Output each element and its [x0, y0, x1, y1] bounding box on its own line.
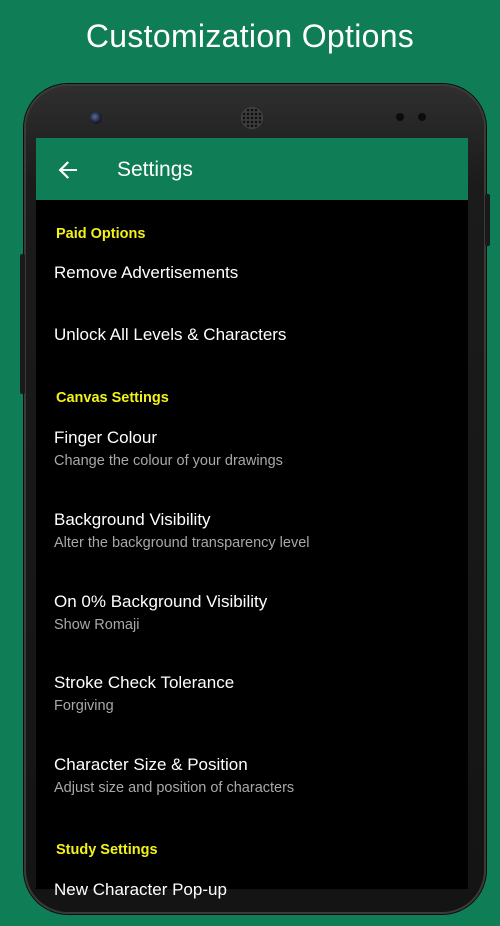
setting-new-character-popup[interactable] [36, 868, 468, 926]
setting-zero-visibility[interactable] [36, 580, 468, 660]
back-button[interactable] [50, 152, 86, 188]
section-header-study: Study Settings [56, 842, 158, 858]
arrow-left-icon [50, 152, 86, 188]
setting-subtitle: Alter the background transparency level [54, 535, 310, 551]
section-header-canvas: Canvas Settings [56, 390, 169, 406]
setting-subtitle: Change the colour of your drawings [54, 453, 283, 469]
setting-title: Stroke Check Tolerance [54, 673, 235, 692]
banner-title: Customization Options [85, 18, 415, 54]
setting-title: On 0% Background Visibility [54, 592, 268, 611]
setting-finger-colour[interactable] [36, 416, 468, 496]
page-title: Settings [117, 158, 193, 181]
light-sensor-icon [418, 113, 426, 121]
proximity-sensor-icon [396, 113, 404, 121]
app-bar [36, 138, 468, 200]
setting-background-visibility[interactable] [36, 498, 468, 578]
setting-subtitle: Forgiving [54, 698, 114, 714]
front-camera-icon [90, 112, 102, 124]
setting-subtitle: Adjust size and position of characters [54, 780, 295, 796]
setting-unlock-all[interactable] [36, 312, 468, 370]
volume-button [20, 254, 25, 394]
section-header-paid: Paid Options [56, 226, 146, 242]
phone-screen [36, 138, 468, 899]
setting-title: Character Size & Position [54, 755, 248, 774]
earpiece-speaker-icon [242, 108, 262, 128]
setting-subtitle: Show Romaji [54, 617, 140, 633]
setting-title: New Character Pop-up [54, 880, 227, 899]
setting-character-size[interactable] [36, 743, 468, 823]
setting-title: Background Visibility [54, 510, 211, 529]
setting-title: Remove Advertisements [54, 263, 239, 282]
setting-title: Finger Colour [54, 428, 157, 447]
power-button [485, 194, 490, 246]
setting-remove-ads[interactable] [36, 252, 468, 310]
setting-stroke-tolerance[interactable] [36, 661, 468, 741]
setting-title: Unlock All Levels & Characters [54, 325, 287, 344]
